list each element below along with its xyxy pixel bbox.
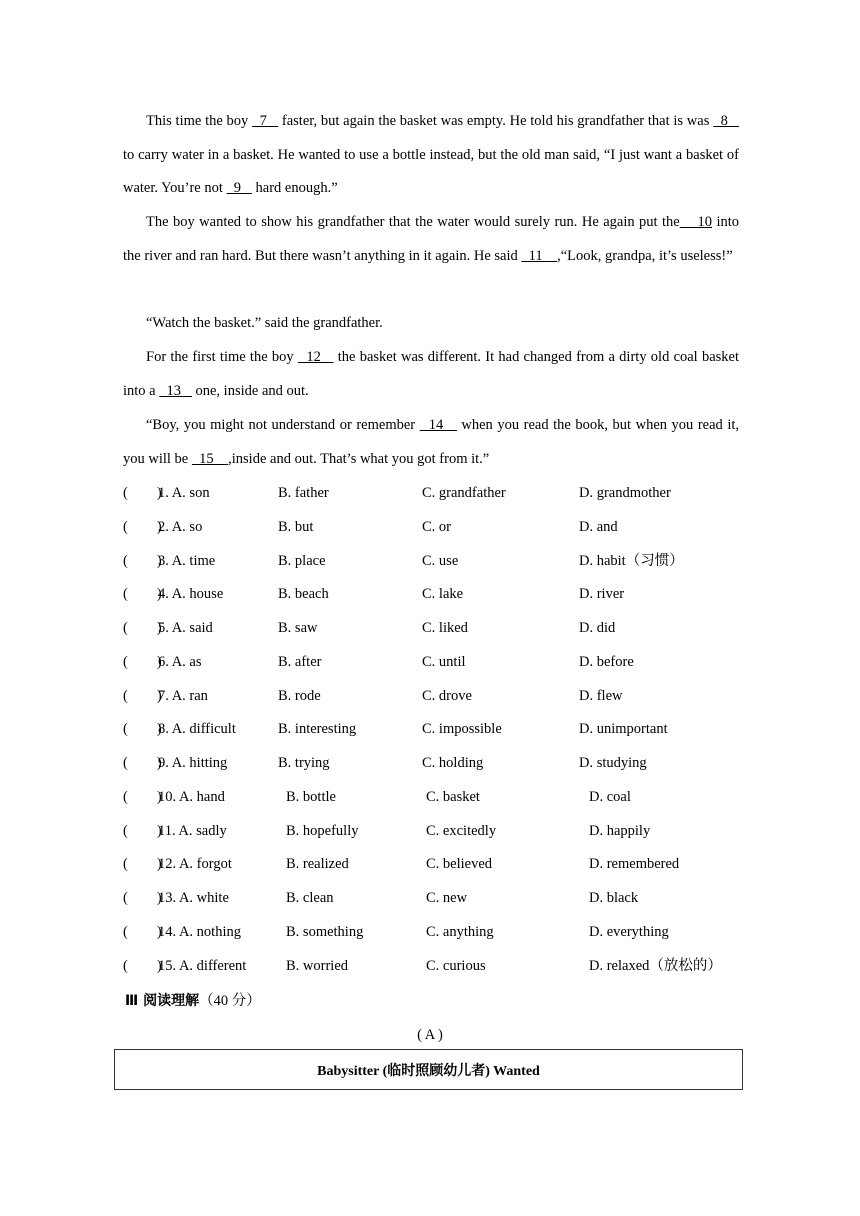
option-c: C. excitedly xyxy=(426,822,497,839)
option-a: 12. A. forgot xyxy=(158,856,232,873)
option-c: C. basket xyxy=(426,788,480,805)
passage-text: ,“Look, grandpa, it’s useless!” xyxy=(557,247,733,264)
option-a: 13. A. white xyxy=(158,890,229,906)
section-title: 阅读理解 xyxy=(143,993,200,1009)
option-c: C. anything xyxy=(426,923,494,940)
passage-paragraph-5 xyxy=(123,409,739,476)
option-d: D. studying xyxy=(579,755,647,771)
option-c: C. grandfather xyxy=(422,485,506,501)
answer-paren[interactable]: ( ) xyxy=(123,788,162,805)
passage-text: “Watch the basket.” said the grandfather. xyxy=(146,315,383,331)
option-b: B. saw xyxy=(278,620,318,636)
option-a: 3. A. time xyxy=(158,552,216,569)
passage-text: one, inside and out. xyxy=(191,382,309,399)
answer-paren[interactable]: ( ) xyxy=(123,552,162,569)
option-b: B. bottle xyxy=(286,788,336,805)
option-a: 8. A. difficult xyxy=(158,721,236,738)
option-a: 2. A. so xyxy=(158,518,203,535)
option-c: C. believed xyxy=(426,856,493,873)
answer-paren[interactable]: ( ) xyxy=(123,653,162,670)
answer-paren[interactable]: ( ) xyxy=(123,721,162,738)
passage-text: ,inside and out. That’s what you got from it.” xyxy=(228,450,490,467)
answer-paren[interactable]: ( ) xyxy=(123,586,162,603)
option-d: D. habit（习惯） xyxy=(579,552,684,569)
option-c: C. liked xyxy=(422,620,468,636)
answer-paren[interactable]: ( ) xyxy=(123,485,162,501)
answer-paren[interactable]: ( ) xyxy=(123,890,162,906)
option-c: C. drove xyxy=(422,687,472,704)
option-a: 5. A. said xyxy=(158,620,213,636)
answer-blank: 15 xyxy=(191,450,229,467)
passage-text: to carry water in a basket. He wanted to use a bottle instead, but the old man said, “I just want a basket of water. You’re not xyxy=(123,146,739,197)
option-b: B. trying xyxy=(278,755,330,771)
option-b: B. after xyxy=(278,653,322,670)
option-c: C. holding xyxy=(422,755,484,771)
option-b: B. worried xyxy=(286,957,349,974)
option-d: D. remembered xyxy=(589,856,680,873)
option-b: B. beach xyxy=(278,586,329,603)
passage-paragraph-1 xyxy=(123,105,739,206)
option-d: D. and xyxy=(579,518,618,535)
option-b: B. clean xyxy=(286,890,334,906)
option-a: 11. A. sadly xyxy=(158,822,227,839)
passage-paragraph-3 xyxy=(123,307,739,341)
option-c: C. until xyxy=(422,653,466,670)
passage-text: The boy wanted to show his grandfather that the water would surely run. He again put the xyxy=(146,214,680,230)
option-b: B. place xyxy=(278,552,326,569)
option-d: D. relaxed（放松的） xyxy=(589,957,722,974)
passage-text: when you read the book, but when you read it, you will be xyxy=(123,417,740,467)
option-b: B. hopefully xyxy=(286,822,359,839)
answer-blank: 13 xyxy=(159,382,192,399)
answer-blank: 10 xyxy=(679,214,713,230)
section-score: （40 分） xyxy=(199,993,261,1009)
option-d: D. everything xyxy=(589,923,669,940)
option-c: C. new xyxy=(426,890,468,906)
answer-paren[interactable]: ( ) xyxy=(123,856,162,873)
option-d: D. before xyxy=(579,653,634,670)
option-b: B. realized xyxy=(286,856,349,873)
answer-blank: 11 xyxy=(521,247,558,264)
part-label: ( A ) xyxy=(417,1027,443,1043)
answer-paren[interactable]: ( ) xyxy=(123,518,162,535)
passage-text: into the river and ran hard. But there wasn’t anything in it again. He said xyxy=(123,214,740,264)
option-d: D. flew xyxy=(579,687,623,704)
answer-blank: 9 xyxy=(226,180,252,197)
option-a: 7. A. ran xyxy=(158,687,208,704)
passage-text: faster, but again the basket was empty. He told his grandfather that is was xyxy=(278,113,714,129)
answer-paren[interactable]: ( ) xyxy=(123,957,162,974)
option-c: C. impossible xyxy=(422,721,502,738)
option-d: D. black xyxy=(589,890,639,906)
option-d: D. coal xyxy=(589,788,631,805)
passage-paragraph-4 xyxy=(123,341,739,408)
option-d: D. river xyxy=(579,586,625,603)
answer-paren[interactable]: ( ) xyxy=(123,822,162,839)
passage-text: This time the boy xyxy=(146,113,253,129)
option-c: C. lake xyxy=(422,586,464,603)
answer-blank: 8 xyxy=(713,113,740,129)
passage-text: hard enough.” xyxy=(251,180,338,197)
option-b: B. father xyxy=(278,485,329,501)
answer-blank: 7 xyxy=(252,113,279,129)
passage-text: “Boy, you might not understand or remember xyxy=(146,417,420,433)
section-heading xyxy=(125,991,261,1011)
answer-paren[interactable]: ( ) xyxy=(123,620,162,636)
answer-paren[interactable]: ( ) xyxy=(123,923,162,940)
option-d: D. happily xyxy=(589,822,651,839)
option-a: 6. A. as xyxy=(158,653,202,670)
section-numeral: Ⅲ xyxy=(125,993,139,1009)
option-b: B. but xyxy=(278,518,314,535)
passage-text: the basket was different. It had changed from a dirty old coal basket into a xyxy=(123,349,739,399)
option-b: B. something xyxy=(286,923,364,940)
option-a: 4. A. house xyxy=(158,586,224,603)
option-a: 10. A. hand xyxy=(158,788,225,805)
option-a: 9. A. hitting xyxy=(158,755,228,771)
passage-text: For the first time the boy xyxy=(146,349,298,365)
option-b: B. interesting xyxy=(278,721,357,738)
option-d: D. did xyxy=(579,620,616,636)
answer-blank: 14 xyxy=(419,417,457,433)
option-d: D. unimportant xyxy=(579,721,668,738)
option-c: C. or xyxy=(422,518,451,535)
answer-blank: 12 xyxy=(297,349,334,365)
option-a: 15. A. different xyxy=(158,957,247,974)
option-c: C. curious xyxy=(426,957,486,974)
option-d: D. grandmother xyxy=(579,485,671,501)
passage-paragraph-2 xyxy=(123,206,739,273)
option-b: B. rode xyxy=(278,687,321,704)
option-a: 1. A. son xyxy=(158,485,210,501)
answer-paren[interactable]: ( ) xyxy=(123,755,162,771)
answer-paren[interactable]: ( ) xyxy=(123,687,162,704)
option-c: C. use xyxy=(422,552,459,569)
ad-title: Babysitter (临时照顾幼儿者) Wanted xyxy=(317,1063,540,1079)
ad-title-box xyxy=(114,1049,743,1090)
option-a: 14. A. nothing xyxy=(158,923,241,940)
